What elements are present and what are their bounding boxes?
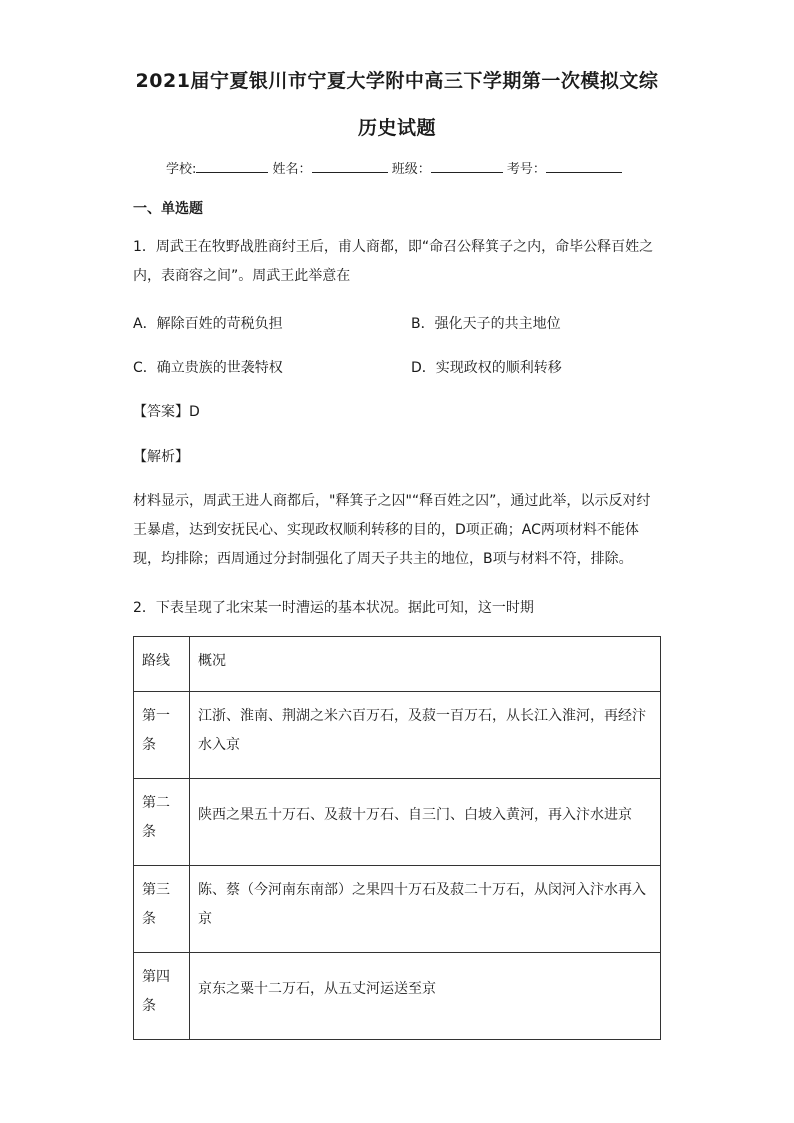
table-cell-route: 第三条: [134, 866, 190, 953]
table-row: [134, 779, 661, 866]
class-blank[interactable]: [431, 158, 503, 173]
student-info-row: [166, 158, 622, 177]
table-cell-route: 第一条: [134, 692, 190, 779]
name-label: 姓名：: [272, 162, 312, 177]
q1-analysis-label: 【解析】: [133, 449, 189, 465]
q2-stem: 2．下表呈现了北宋某一时漕运的基本状况。据此可知，这一时期: [133, 600, 534, 616]
q1-option-c: C．确立贵族的世袭特权: [133, 360, 283, 376]
q1-stem: 1．周武王在牧野战胜商纣王后，甫人商都，即“命召公释箕子之内，命毕公释百姓之内，表商容之间”。周武王此举意在: [133, 239, 654, 284]
q1-option-b: B．强化天子的共主地位: [411, 316, 561, 332]
table-cell-route: 第二条: [134, 779, 190, 866]
table-cell-overview: 京东之粟十二万石，从五丈河运送至京: [190, 953, 661, 1040]
table-row: [134, 953, 661, 1040]
name-blank[interactable]: [312, 158, 388, 173]
q1-option-a: A．解除百姓的苛税负担: [133, 316, 283, 332]
class-label: 班级：: [391, 162, 431, 177]
table-header-route: 路线: [134, 637, 190, 692]
table-cell-overview: 江浙、淮南、荆湖之米六百万石，及菽一百万石，从长江入淮河，再经汴水入京: [190, 692, 661, 779]
canal-transport-table: [133, 636, 661, 1040]
q1-analysis: 材料显示，周武王进人商都后，"释箕子之囚"“释百姓之囚”，通过此举，以示反对纣王暴虐，达到安抚民心、实现政权顺利转移的目的，D项正确；AC两项材料不能体现，均排除；西周通过分封制强化了周天子共主的地位，B项与材料不符，排除。: [133, 493, 651, 567]
school-blank[interactable]: [196, 158, 268, 173]
exam-title-line1: 2021届宁夏银川市宁夏大学附中高三下学期第一次模拟文综: [135, 70, 659, 92]
q1-option-d: D．实现政权的顺利转移: [411, 360, 562, 376]
exam-no-blank[interactable]: [546, 158, 622, 173]
table-header-row: [134, 637, 661, 692]
table-cell-route: 第四条: [134, 953, 190, 1040]
table-row: [134, 866, 661, 953]
table-row: [134, 692, 661, 779]
q1-answer: 【答案】D: [133, 404, 200, 420]
school-label: 学校:: [166, 162, 197, 177]
exam-no-label: 考号：: [506, 162, 546, 177]
table-cell-overview: 陈、蔡（今河南东南部）之果四十万石及菽二十万石，从闵河入汴水再入京: [190, 866, 661, 953]
table-cell-overview: 陕西之果五十万石、及菽十万石、自三门、白坡入黄河，再入汴水进京: [190, 779, 661, 866]
section-title: 一、单选题: [133, 201, 203, 217]
table-header-overview: 概况: [190, 637, 661, 692]
exam-title-line2: 历史试题: [357, 117, 436, 139]
